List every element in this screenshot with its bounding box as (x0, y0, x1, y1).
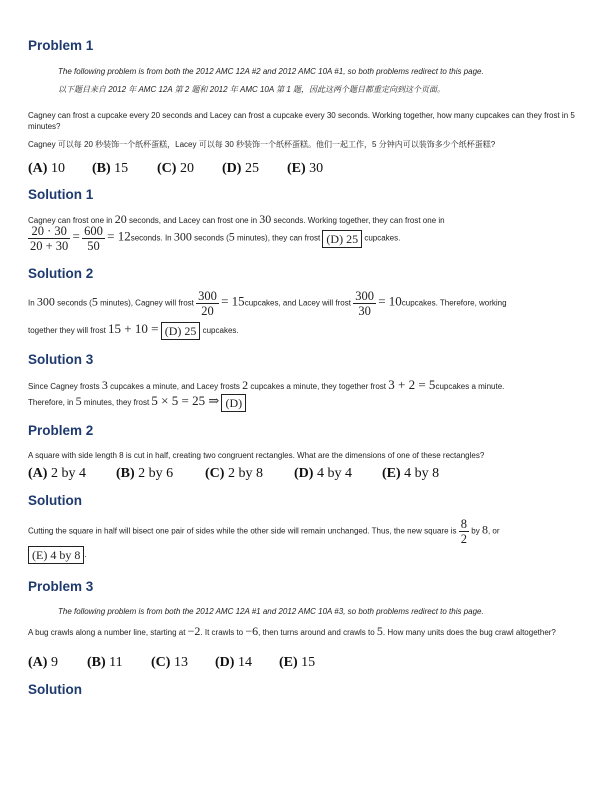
answer-choice: (D) 4 by 4 (294, 466, 352, 481)
fraction: $\frac{8}{2}$ (460, 517, 468, 546)
boxed-answer: (D) 25 (322, 230, 362, 248)
answer-choice: (E) 30 (287, 161, 324, 176)
answer-choice: (B) 11 (87, 655, 123, 670)
answer-choice: (D) 14 (215, 655, 252, 670)
solution-1-line-1: Cagney can frost one in 20 seconds, and Lacey can frost one in 30 seconds. Working together, they can frost one in (28, 212, 445, 226)
problem-1-question-zh: Cagney 可以每 20 秒装饰一个纸杯蛋糕，Lacey 可以每 30 秒装饰一个纸杯蛋糕。他们一起工作，5 分钟内可以装饰多少个纸杯蛋糕? (28, 140, 496, 149)
answer-choice: (E) 15 (279, 655, 316, 670)
answer-choice: (A) 9 (28, 655, 58, 670)
solution-3-line-1: Since Cagney frosts 3 cupcakes a minute, and Lacey frosts 2 cupcakes a minute, they together frost 3 + 2 = 5cupcakes a minute. (28, 377, 505, 392)
problem-3-question: A bug crawls along a number line, starting at −2. It crawls to −6, then turns around and crawls to 5. How many units does the bug crawl altogether? (28, 624, 556, 638)
problem-2-heading: Problem 2 (28, 423, 94, 438)
solution-p2-heading: Solution (28, 493, 82, 508)
fraction: $\frac{600}{50}$ (84, 224, 103, 253)
boxed-answer: (D) (221, 394, 246, 412)
solution-1-line-2: $\frac{20 \cdot 30}{20 + 30}$ = $\frac{600}{50}$ = 12seconds. In 300 seconds (5 minutes), they can frost (D) 25 cupcakes. (30, 224, 401, 253)
problem-1-note-zh: 以下题目来自 2012 年 AMC 12A 第 2 题和 2012 年 AMC 10A 第 1 题，因此这两个题目都重定向到这个页面。 (58, 85, 446, 94)
answer-choice: (A) 10 (28, 161, 65, 176)
fraction: $\frac{300}{30}$ (355, 289, 374, 318)
solution-2-line-2: together they will frost 15 + 10 = (D) 25 cupcakes. (28, 321, 239, 338)
answer-choice: (C) 13 (151, 655, 188, 670)
solution-p2-line-1: Cutting the square in half will bisect one pair of sides while the other side will remain unchanged. Thus, the new square is $\frac{8}{2}$ by 8, or (28, 517, 500, 546)
solution-3-heading: Solution 3 (28, 352, 94, 367)
solution-p3-heading: Solution (28, 682, 82, 697)
solution-1-heading: Solution 1 (28, 187, 94, 202)
problem-1-heading: Problem 1 (28, 38, 94, 53)
problem-1-question-en: Cagney can frost a cupcake every 20 seconds and Lacey can frost a cupcake every 30 seconds. Working together, how many cupcakes can they frost in 5 minutes? (28, 111, 575, 131)
boxed-answer: (E) 4 by 8 (28, 546, 84, 564)
answer-choice: (E) 4 by 8 (382, 466, 440, 481)
problem-3-heading: Problem 3 (28, 579, 94, 594)
problem-3-note-en: The following problem is from both the 2012 AMC 12A #1 and 2012 AMC 10A #3, so both problems redirect to this page. (58, 607, 484, 616)
boxed-answer: (D) 25 (161, 322, 201, 340)
answer-choice: (B) 2 by 6 (116, 466, 174, 481)
problem-2-question: A square with side length 8 is cut in half, creating two congruent rectangles. What are the dimensions of one of these rectangles? (28, 451, 485, 460)
fraction: $\frac{300}{20}$ (198, 289, 217, 318)
solution-3-line-2: Therefore, in 5 minutes, they frost 5 × 5 = 25 ⇒ (D) (28, 393, 592, 412)
answer-choice: (A) 2 by 4 (28, 466, 86, 481)
answer-choice: (D) 25 (222, 161, 259, 176)
solution-2-heading: Solution 2 (28, 266, 94, 281)
fraction: $\frac{20 \cdot 30}{20 + 30}$ (30, 224, 69, 253)
answer-choice: (B) 15 (92, 161, 129, 176)
solution-2-line-1: In 300 seconds (5 minutes), Cagney will frost $\frac{300}{20}$ = 15cupcakes, and Lacey will frost $\frac{300}{30}$ = 10cupcakes. Therefore, working (28, 289, 507, 318)
answer-choice: (C) 2 by 8 (205, 466, 263, 481)
solution-p2-line-2: (E) 4 by 8 . (28, 546, 592, 564)
problem-1-note-en: The following problem is from both the 2012 AMC 12A #2 and 2012 AMC 10A #1, so both problems redirect to this page. (58, 67, 484, 76)
answer-choice: (C) 20 (157, 161, 194, 176)
